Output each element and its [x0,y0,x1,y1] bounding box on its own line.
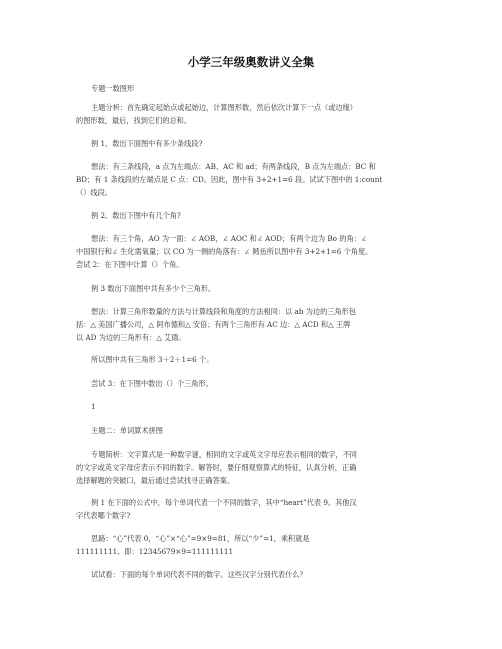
text-line: 例 1、数出下面图中有多少条线段? [91,139,203,148]
text-line: 所以图中共有三角形 3＋2＋1=6 个。 [91,355,214,364]
text-line: 专题简析：文字算式是一种数字谜，相同的文字或英文字母应表示相同的数字，不同 [91,450,357,459]
text-line: 括：△ 美国广播公司，△ 阿布德和△ 安倍；有两个三角形有 AC 边：△ ACD 和△ 王牌 [76,320,351,329]
text-line: 思路：“心”代表 0，“心”×“心”=9×9=81，所以“少”=1，乘积就是 [91,534,310,543]
example-heading [76,209,451,222]
section-heading [76,82,451,95]
document-title: 小学三年级奥数讲义全集 [187,55,315,69]
text-line: 主题二：单词算术拼图 [91,426,163,435]
text-line: 的文字或英文字母应表示不同的数字。解答时，要仔细观察算式的特征，认真分析，正确 [76,463,357,472]
text-line: 例 2、数出下图中有几个角? [91,211,181,220]
paragraph [76,568,451,581]
paragraph [76,496,436,522]
text-line: 例 3 数出下面图中共有多少个三角形。 [91,284,216,293]
text-line: BD；有 1 条线段的左端点是 C 点：CD。因此，图中有 3+2+1=6 段。试试下图中的 1:count [76,175,383,184]
text-line: 专题一数图形 [91,84,135,93]
paragraph [76,232,436,271]
paragraph [76,353,451,366]
paragraph [76,160,436,199]
section-heading [76,424,451,437]
page-number [76,400,451,413]
text-line: 想法：有三个角，AO 为一面：∠ AOB，∠ AOC 和∠ AOD；有两个边为 Bo 的角：∠ [91,234,367,243]
paragraph [76,377,451,390]
paragraph [76,101,436,127]
text-line: 中国银行和∠ 生化需氧量；以 CO 为一侧的角落有：∠ 鳕鱼所以图中有 3+2+1=6 个角度。 [76,247,373,256]
text-line: 选择解题的突破口，最后通过尝试找寻正确答案。 [76,476,235,485]
text-line: 尝试 2：在下图中计算（）个角。 [76,260,184,269]
text-line: 以 AD 为边的三角形有：△ 艾德。 [76,333,186,342]
example-heading [76,137,451,150]
text-line: 想法：计算三角形数量的方法与计算线段和角度的方法相同：以 ab 为边的三角形包 [91,307,357,316]
text-line: 试试看：下面的每个单词代表不同的数字。这些汉字分别代表什么？ [91,570,307,579]
paragraph [76,305,436,344]
example-heading [76,282,451,295]
text-line: （）线段。 [76,188,112,197]
text-line: 主题分析：首先确定起始点或起始边，计算图形数，然后依次计算下一点（或边缘） [91,103,357,112]
paragraph [76,532,436,558]
text-line: 例 1 在下面的公式中，每个单词代表一个不同的数字，其中“heart”代表 9。其他汉 [91,498,357,507]
text-line: 想法：有三条线段，a 点为左端点：AB、AC 和 ad；有两条线段，B 点为左端点：BC 和 [91,162,376,171]
text-line: 尝试 3：在下图中数出（）个三角形。 [91,379,213,388]
text-line: 111111111。即：12345679×9=111111111 [76,547,234,556]
text-line: 1 [91,402,96,411]
paragraph [76,448,436,487]
text-line: 字代表哪个数字? [76,511,131,520]
text-line: 的图形数，最后，找到它们的总和。 [76,116,192,125]
